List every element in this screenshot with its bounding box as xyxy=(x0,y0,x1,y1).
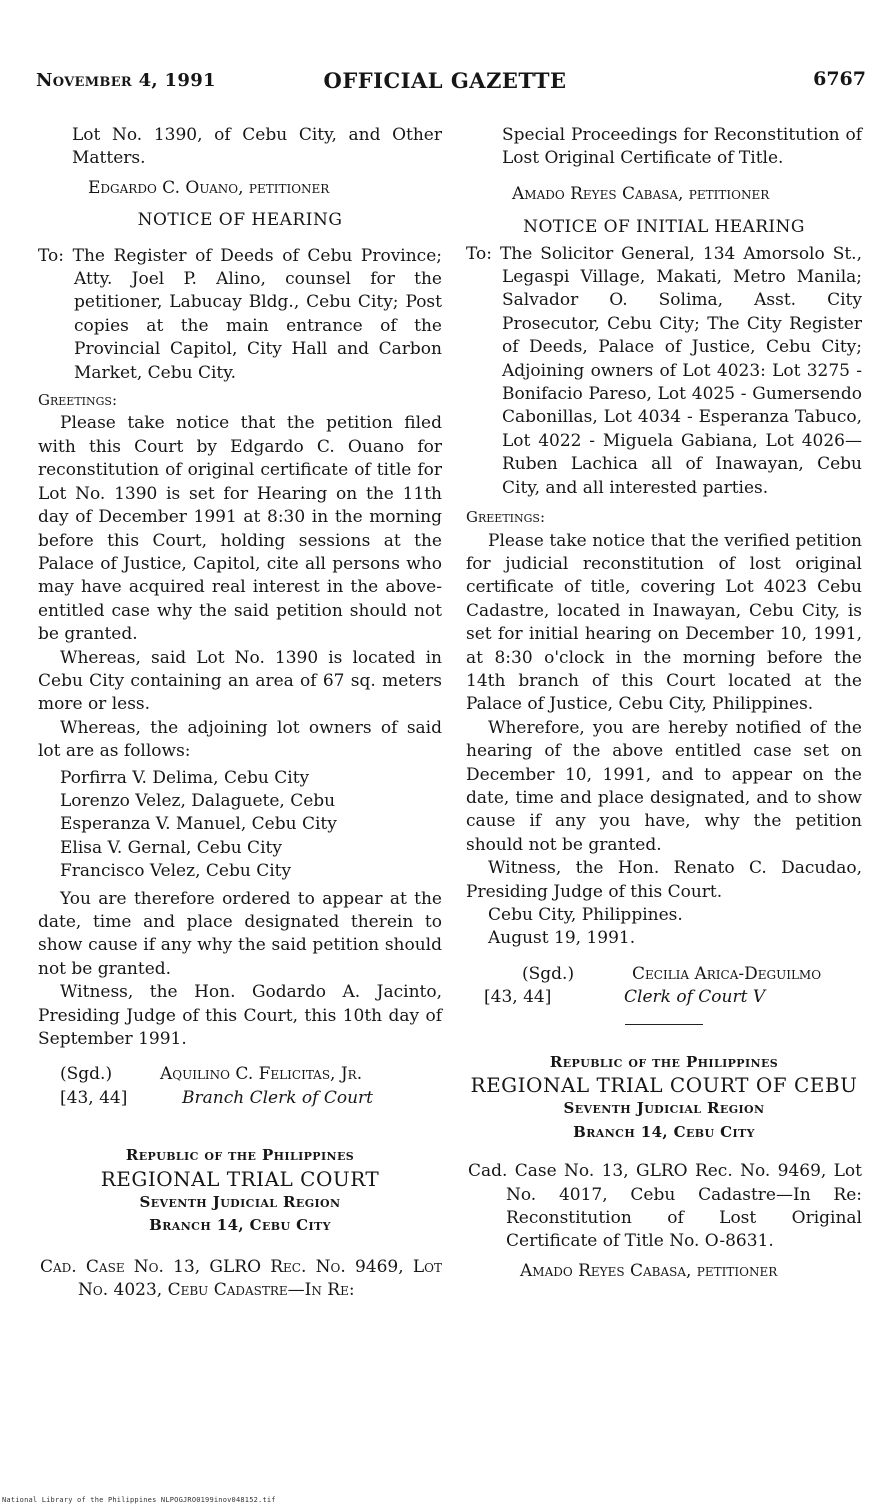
right-signature-block xyxy=(466,963,862,1025)
court-name: REGIONAL TRIAL COURT OF CEBU xyxy=(470,1073,858,1098)
left-court-heading xyxy=(38,1144,442,1238)
right-petitioner-2: Amado Reyes Cabasa, petitioner xyxy=(520,1260,778,1281)
court-name: REGIONAL TRIAL COURT xyxy=(100,1166,380,1191)
left-to-block: To: The Register of Deeds of Cebu Province; Atty. Joel P. Alino, counsel for the petitioner, Labucay Bldg., Cebu City; Post copies at the main entrance of the Provincial Capitol, City Hall and Carbon Market, Cebu City. xyxy=(38,245,442,383)
list-item: Elisa V. Gernal, Cebu City xyxy=(60,837,282,858)
list-item: Lorenzo Velez, Dalaguete, Cebu xyxy=(60,790,336,811)
left-sig-title: Branch Clerk of Court xyxy=(182,1087,373,1108)
header-page-number: 6767 xyxy=(813,68,866,90)
court-republic: Republic of the Philippines xyxy=(125,1146,355,1165)
list-item: Porfirra V. Delima, Cebu City xyxy=(60,767,310,788)
court-republic: Republic of the Philippines xyxy=(549,1052,779,1071)
right-notice-title: NOTICE OF INITIAL HEARING xyxy=(523,217,805,238)
page-header xyxy=(0,66,890,96)
court-branch: Branch 14, Cebu City xyxy=(573,1122,755,1141)
left-case-caption: Cad. Case No. 13, GLRO Rec. No. 9469, Lot No. 4023, Cebu Cadastre—In Re: xyxy=(40,1256,442,1301)
right-date: August 19, 1991. xyxy=(488,928,636,949)
right-sig-title: Clerk of Court V xyxy=(624,987,766,1008)
right-sig-ref: [43, 44] xyxy=(484,987,552,1008)
right-place: Cebu City, Philippines. xyxy=(488,905,683,925)
left-para-5: Witness, the Hon. Godardo A. Jacinto, Presiding Judge of this Court, this 10th day of September 1991. xyxy=(38,982,442,1050)
left-para-2: Whereas, said Lot No. 1390 is located in Cebu City containing an area of 67 sq. meters more or less. xyxy=(38,647,442,715)
left-sig-name: Aquilino C. Felicitas, Jr. xyxy=(160,1064,363,1085)
left-petitioner: Edgardo C. Ouano, petitioner xyxy=(88,177,330,198)
left-para-3: Whereas, the adjoining lot owners of said lot are as follows: xyxy=(38,717,442,762)
left-column xyxy=(38,124,442,1303)
right-para-3: Witness, the Hon. Renato C. Dacudao, Presiding Judge of this Court. xyxy=(466,858,862,902)
list-item: Francisco Velez, Cebu City xyxy=(60,861,292,882)
left-sig-sgd: (Sgd.) xyxy=(60,1064,113,1085)
right-greetings: Greetings: xyxy=(466,508,546,527)
left-sig-ref: [43, 44] xyxy=(60,1087,128,1108)
signature-divider xyxy=(625,1024,703,1025)
right-continuation: Special Proceedings for Reconstitution of Lost Original Certificate of Title. xyxy=(502,125,862,169)
left-para-1: Please take notice that the petition filed with this Court by Edgardo C. Ouano for reconstitution of original certificate of title for Lot No. 1390 is set for Hearing on the 11th day of December 1991 at 8:30 in the morning before this Court, holding sessions at the Palace of Justice, Capitol, cite all persons who may have acquired real interest in the above-entitled case why the said petition should not be granted. xyxy=(38,413,442,645)
left-notice-title: NOTICE OF HEARING xyxy=(137,210,343,231)
court-region: Seventh Judicial Region xyxy=(139,1193,341,1212)
header-date: November 4, 1991 xyxy=(36,70,216,91)
left-signature-block xyxy=(38,1063,442,1110)
right-column xyxy=(466,124,862,1283)
left-para-4: You are therefore ordered to appear at the date, time and place designated therein to show cause if any why the said petition should not be granted. xyxy=(38,888,442,979)
left-intro: Lot No. 1390, of Cebu City, and Other Matters. xyxy=(72,125,442,169)
right-sig-name: Cecilia Arica-Deguilmo xyxy=(632,963,822,984)
scan-footer: National Library of the Philippines NLPOGJRO0199inov048152.tif xyxy=(2,1496,276,1504)
right-court-heading xyxy=(466,1051,862,1145)
left-greetings: Greetings: xyxy=(38,391,118,410)
adjoining-owners-list xyxy=(38,767,442,884)
court-branch: Branch 14, Cebu City xyxy=(149,1216,331,1235)
list-item: Esperanza V. Manuel, Cebu City xyxy=(60,814,337,835)
right-case-caption: Cad. Case No. 13, GLRO Rec. No. 9469, Lot No. 4017, Cebu Cadastre—In Re: Reconstitution of Lost Original Certificate of Title No. O-8631. xyxy=(468,1161,862,1252)
right-petitioner: Amado Reyes Cabasa, petitioner xyxy=(512,183,770,204)
right-para-2: Wherefore, you are hereby notified of the hearing of the above entitled case set on December 10, 1991, and to appear on the date, time and place designated, and to show cause if any you have, why the petition should not be granted. xyxy=(466,717,862,855)
right-sig-sgd: (Sgd.) xyxy=(522,963,575,984)
header-title: OFFICIAL GAZETTE xyxy=(323,68,567,93)
court-region: Seventh Judicial Region xyxy=(563,1099,765,1118)
right-para-1: Please take notice that the verified petition for judicial reconstitution of lost original certificate of title, covering Lot 4023 Cebu Cadastre, located in Inawayan, Cebu City, is set for initial hearing on December 10, 1991, at 8:30 o'clock in the morning before the 14th branch of this Court located at the Palace of Justice, Cebu City, Philippines. xyxy=(466,530,862,715)
right-to-block: To: The Solicitor General, 134 Amorsolo St., Legaspi Village, Makati, Metro Manila; Salvador O. Solima, Asst. City Prosecutor, Cebu City; The City Register of Deeds, Palace of Justice, Cebu City; Adjoining owners of Lot 4023: Lot 3275 - Bonifacio Pareso, Lot 4025 - Gumersendo Cabonillas, Lot 4034 - Esperanza Tabuco, Lot 4022 - Miguela Gabiana, Lot 4026—Ruben Lachica all of Inawayan, Cebu City, and all interested parties. xyxy=(466,243,862,498)
